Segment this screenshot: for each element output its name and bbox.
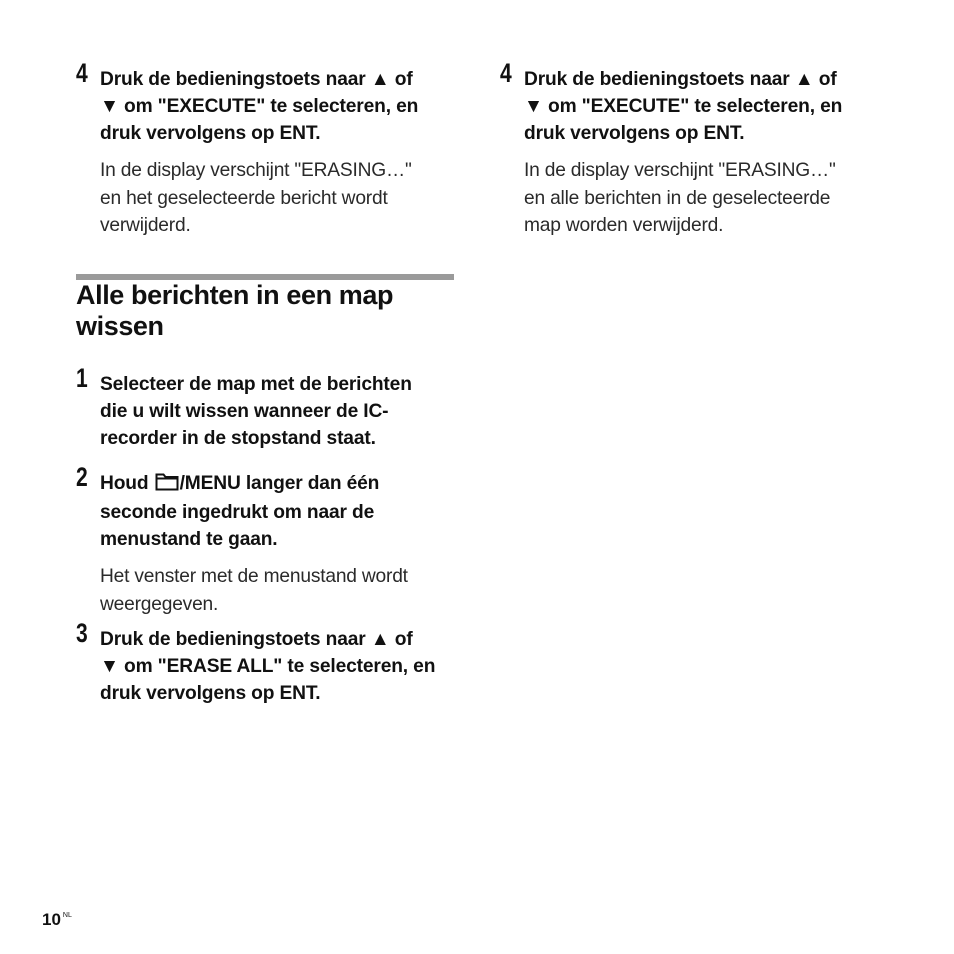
instruction-line: Druk de bedieningstoets naar ▲ of [100,69,413,90]
note-line: weergegeven. [100,593,219,615]
page-number-value: 10 [42,910,61,929]
step-number: 1 [76,363,88,393]
instruction-line: Selecteer de map met de berichten [100,374,412,395]
instruction-line: recorder in de stopstand staat. [100,428,376,449]
note-line: In de display verschijnt "ERASING…" [524,160,836,181]
instruction-line: Druk de bedieningstoets naar ▲ of [100,629,413,650]
folder-icon [155,472,179,499]
step-note [524,157,842,240]
step-note [100,563,408,618]
step-number: 4 [500,58,512,88]
note-line: In de display verschijnt "ERASING…" [100,160,412,181]
step-1 [76,363,412,452]
step-number: 2 [76,462,88,492]
instruction-line: druk vervolgens op ENT. [524,123,745,144]
note-line: Het venster met de menustand wordt [100,566,408,587]
note-line: en het geselecteerde bericht wordt [100,187,388,209]
instruction-line: druk vervolgens op ENT. [100,123,321,144]
instruction-line: die u wilt wissen wanneer de IC- [100,401,389,422]
instruction-line: ▼ om "EXECUTE" te selecteren, en [100,96,419,117]
step-instruction [100,371,412,452]
instruction-line: druk vervolgens op ENT. [100,683,321,704]
step-instruction [100,470,408,553]
instruction-line: seconde ingedrukt om naar de [100,502,375,523]
step-note [100,157,418,240]
step-4-left [76,58,419,240]
title-line: wissen [76,311,164,341]
step-number: 3 [76,618,88,648]
note-line: en alle berichten in de geselecteerde [524,187,831,209]
note-line: map worden verwijderd. [524,215,724,236]
page-number [42,910,72,930]
instruction-line: menustand te gaan. [100,529,278,550]
step-2 [76,462,408,618]
instruction-text: Houd [100,473,154,494]
instruction-line: ▼ om "ERASE ALL" te selecteren, en [100,656,436,677]
step-instruction [524,66,842,147]
step-3 [76,618,436,707]
instruction-line [100,470,408,499]
step-4-right [500,58,843,240]
page-language-code: NL [62,912,72,919]
instruction-line: ▼ om "EXECUTE" te selecteren, en [524,96,843,117]
instruction-line: Druk de bedieningstoets naar ▲ of [524,69,837,90]
step-number: 4 [76,58,88,88]
step-instruction [100,626,435,707]
step-instruction [100,66,418,147]
title-line: Alle berichten in een map [76,280,394,310]
section-title [76,280,456,342]
note-line: verwijderd. [100,215,191,236]
instruction-text: /MENU langer dan één [179,473,380,494]
